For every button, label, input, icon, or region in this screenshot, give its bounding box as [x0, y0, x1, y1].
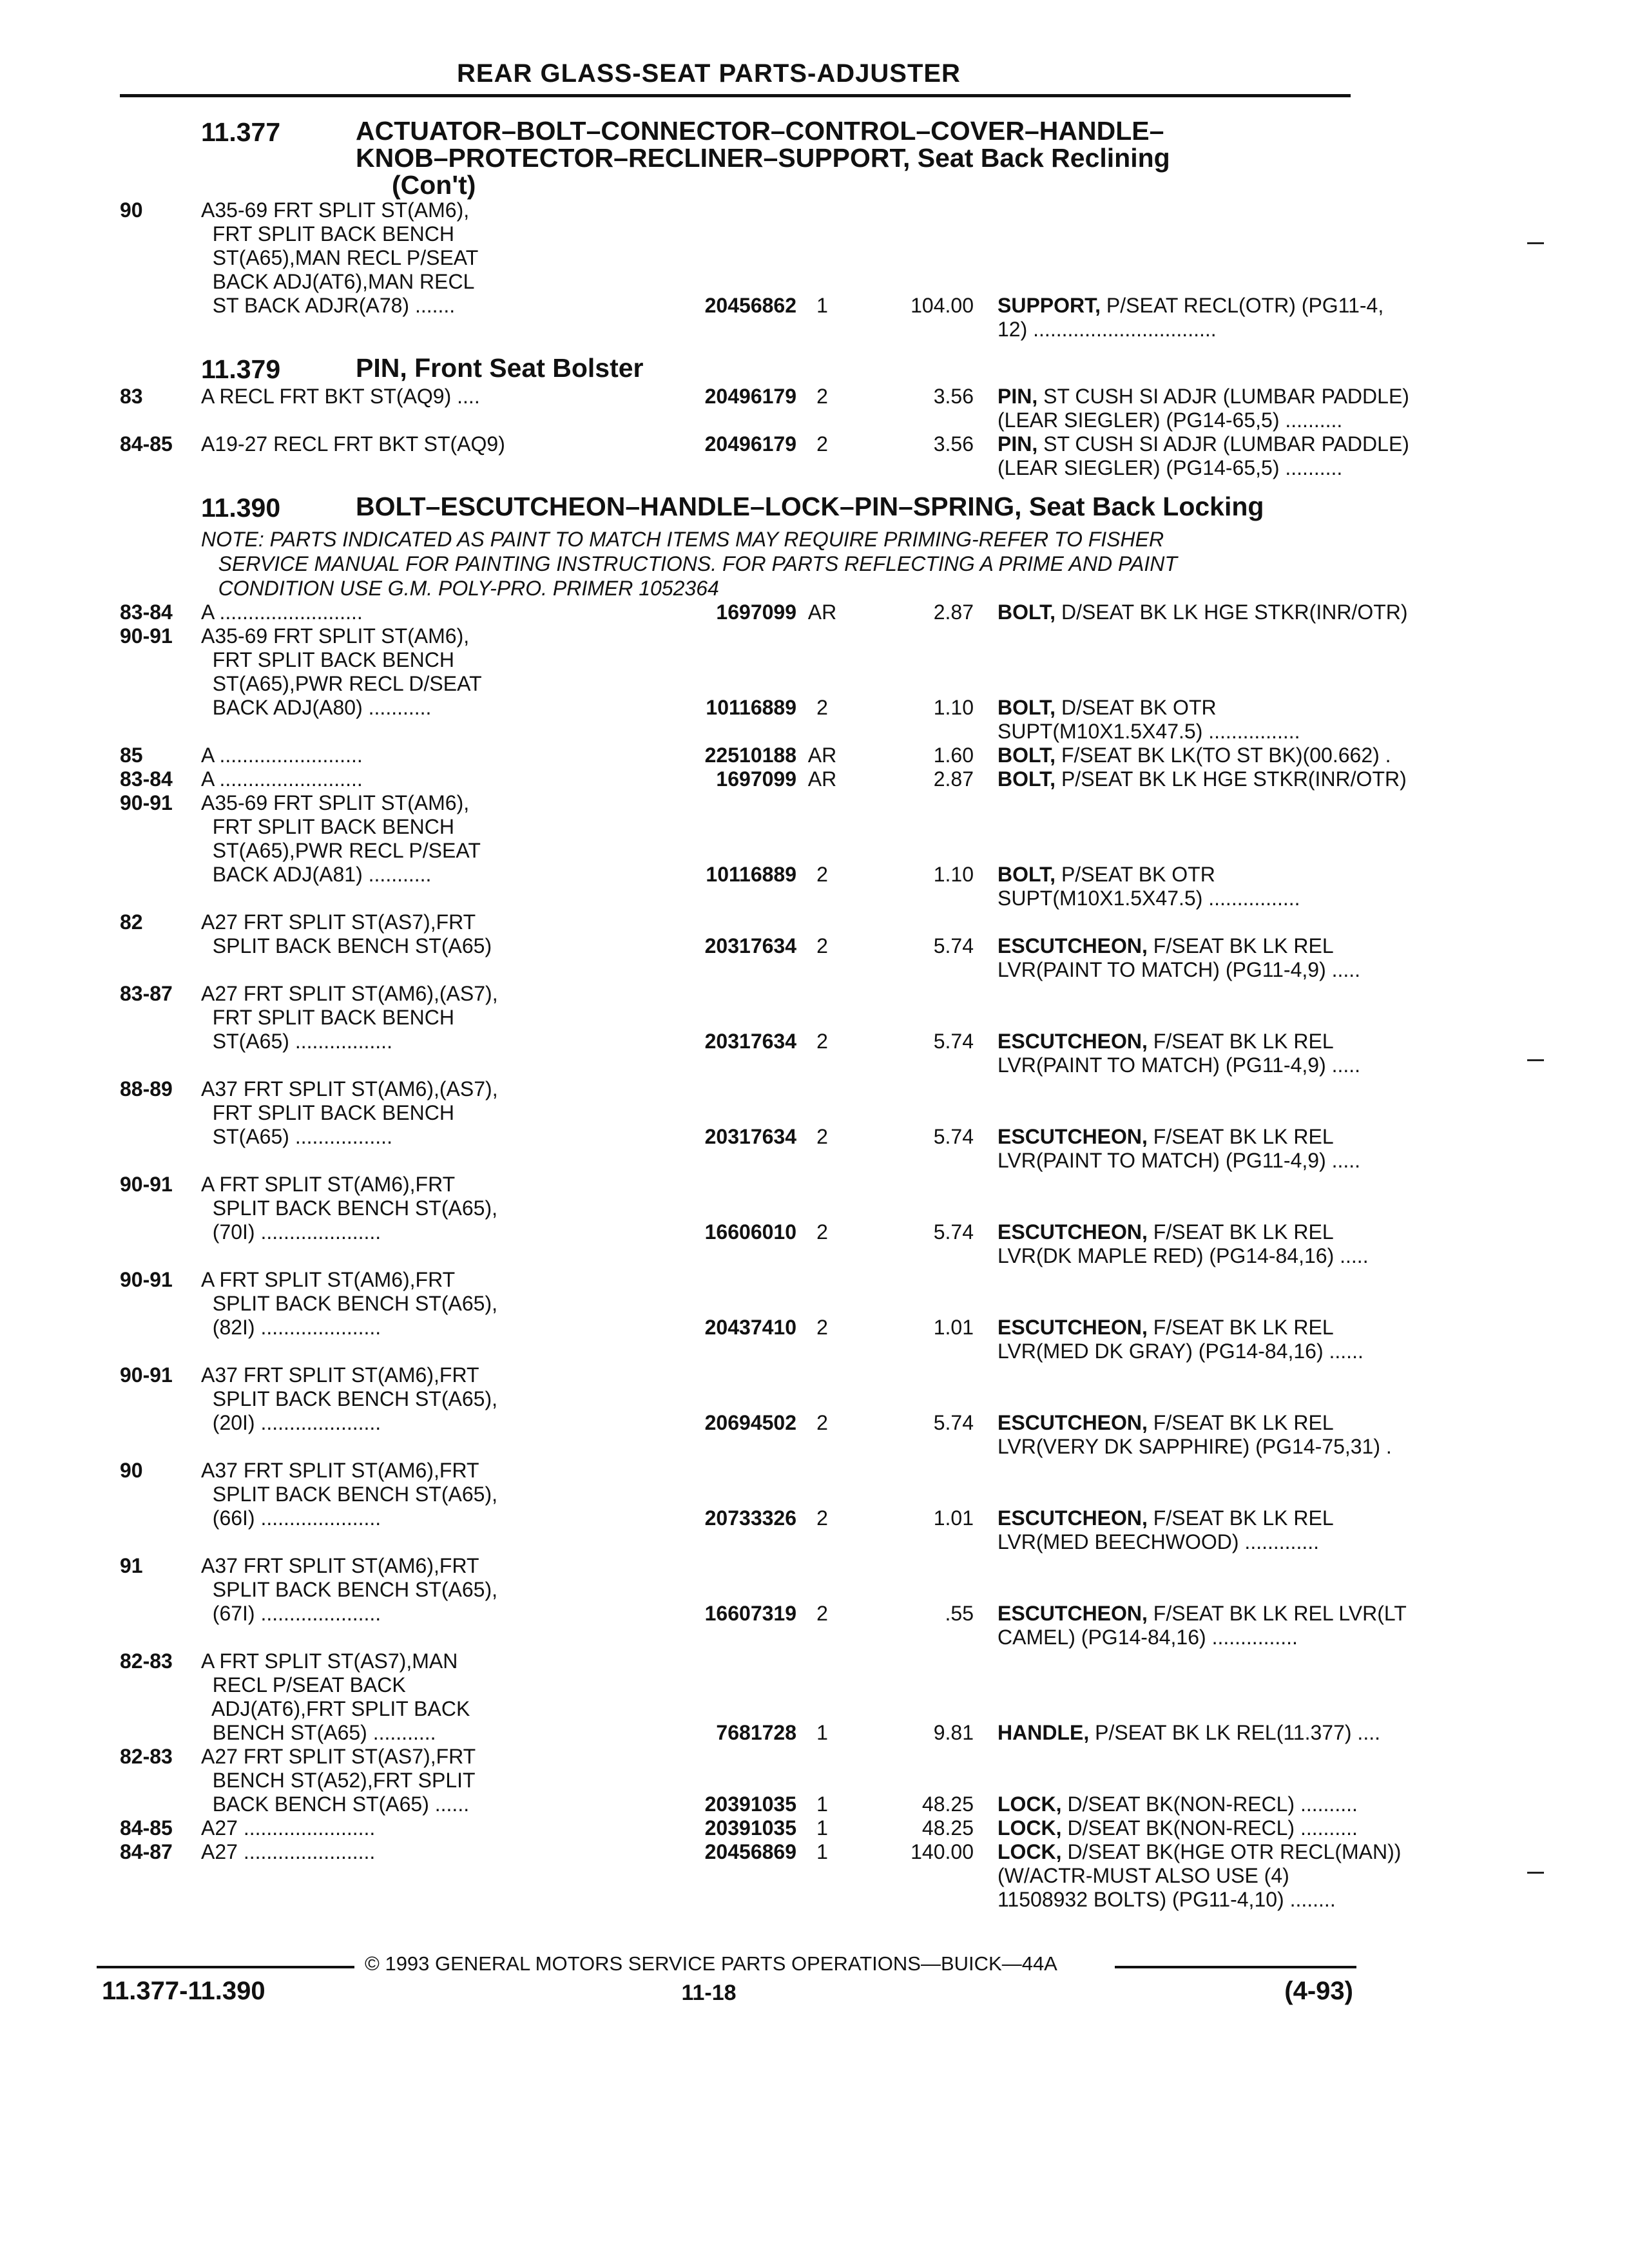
- model-years: 83-84: [120, 767, 173, 791]
- part-name: [998, 601, 1474, 624]
- price: 3.56: [933, 432, 974, 456]
- quantity: 2: [816, 1602, 828, 1625]
- part-number: 20733326: [704, 1506, 796, 1530]
- usage-description: A27 FRT SPLIT ST(AS7),FRT BENCH ST(A52),FRT SPLIT BACK BENCH ST(A65) ......: [201, 1745, 476, 1816]
- part-row: [120, 198, 1384, 341]
- model-years: 90-91: [120, 624, 173, 648]
- section-title-line: KNOB–PROTECTOR–RECLINER–SUPPORT, Seat Back Reclining: [356, 143, 1170, 173]
- part-name-keyword: LOCK,: [998, 1816, 1062, 1840]
- note-line: NOTE: PARTS INDICATED AS PAINT TO MATCH ITEMS MAY REQUIRE PRIMING-REFER TO FISHER: [201, 528, 1164, 551]
- part-name-keyword: ESCUTCHEON,: [998, 1411, 1148, 1434]
- part-name-keyword: ESCUTCHEON,: [998, 1125, 1148, 1148]
- part-row: [120, 767, 1407, 791]
- section-title-line: PIN, Front Seat Bolster: [356, 353, 644, 383]
- part-row: [120, 1816, 1357, 1840]
- part-name: [998, 1125, 1474, 1173]
- usage-description: A37 FRT SPLIT ST(AM6),FRT SPLIT BACK BENCH ST(A65), (67I) .....................: [201, 1554, 497, 1625]
- model-years: 91: [120, 1554, 143, 1577]
- price: 5.74: [933, 1411, 974, 1434]
- part-name: [998, 1816, 1474, 1840]
- part-name-detail: F/SEAT BK LK REL LVR(PAINT TO MATCH) (PG11-4,9) .....: [998, 1030, 1361, 1077]
- part-name-keyword: SUPPORT,: [998, 294, 1101, 317]
- part-number: 16606010: [704, 1220, 796, 1244]
- quantity: 2: [816, 696, 828, 719]
- price: 140.00: [911, 1840, 974, 1863]
- part-row: [120, 1745, 1357, 1816]
- part-number: 20496179: [704, 385, 796, 408]
- part-name: [998, 744, 1474, 767]
- quantity: 2: [816, 1316, 828, 1339]
- usage-description: A37 FRT SPLIT ST(AM6),(AS7), FRT SPLIT BACK BENCH ST(A65) .................: [201, 1077, 498, 1148]
- quantity: 2: [816, 863, 828, 886]
- quantity: 2: [816, 1030, 828, 1053]
- part-number: 20317634: [704, 1125, 796, 1148]
- part-number: 10116889: [706, 863, 796, 886]
- section-title-line: (Con't): [392, 170, 476, 200]
- quantity: 1: [816, 1721, 828, 1744]
- part-number: 20694502: [704, 1411, 796, 1434]
- part-name: [998, 1411, 1474, 1459]
- part-name: [998, 294, 1474, 341]
- part-name: [998, 1506, 1474, 1554]
- model-years: 82-83: [120, 1745, 173, 1768]
- footer-page-number: 11-18: [681, 1981, 737, 2005]
- part-name-detail: P/SEAT BK LK HGE STKR(INR/OTR): [1055, 767, 1407, 791]
- part-number: 16607319: [704, 1602, 796, 1625]
- section-title: [356, 354, 1357, 385]
- margin-mark: [1527, 1059, 1544, 1061]
- model-years: 83-84: [120, 601, 173, 624]
- part-name: [998, 1602, 1474, 1649]
- part-name-detail: D/SEAT BK(NON-RECL) ..........: [1061, 1816, 1358, 1840]
- model-years: 90-91: [120, 791, 173, 814]
- part-row: [120, 1363, 1392, 1459]
- model-years: 82: [120, 910, 143, 934]
- part-number: 1697099: [716, 767, 796, 791]
- model-years: 83: [120, 385, 143, 408]
- part-name: [998, 1721, 1474, 1745]
- part-name-detail: F/SEAT BK LK REL LVR(LT CAMEL) (PG14-84,16) ...............: [998, 1602, 1407, 1649]
- quantity: 2: [816, 1506, 828, 1530]
- price: 104.00: [911, 294, 974, 317]
- model-years: 90: [120, 198, 143, 222]
- part-name-keyword: BOLT,: [998, 744, 1056, 767]
- part-name-detail: F/SEAT BK LK REL LVR(PAINT TO MATCH) (PG11-4,9) .....: [998, 934, 1361, 981]
- quantity: AR: [807, 601, 837, 624]
- usage-description: A FRT SPLIT ST(AS7),MAN RECL P/SEAT BACK ADJ(AT6),FRT SPLIT BACK BENCH ST(A65) ...........: [201, 1649, 470, 1744]
- part-row: [120, 1268, 1364, 1363]
- usage-description: A RECL FRT BKT ST(AQ9) ....: [201, 385, 480, 408]
- usage-description: A .........................: [201, 601, 363, 624]
- part-name-keyword: ESCUTCHEON,: [998, 1506, 1148, 1530]
- quantity: AR: [807, 767, 837, 791]
- quantity: 2: [816, 432, 828, 456]
- part-number: 20391035: [704, 1816, 796, 1840]
- section-number: 11.377: [201, 117, 281, 147]
- part-name: [998, 696, 1474, 744]
- section-title: [356, 117, 1357, 198]
- part-name-keyword: ESCUTCHEON,: [998, 1220, 1148, 1244]
- usage-description: A35-69 FRT SPLIT ST(AM6), FRT SPLIT BACK BENCH ST(A65),MAN RECL P/SEAT BACK ADJ(AT6),MAN RECL ST BACK ADJR(A78) .......: [201, 198, 479, 317]
- part-name-detail: P/SEAT BK OTR SUPT(M10X1.5X47.5) ................: [998, 863, 1300, 910]
- usage-description: A27 .......................: [201, 1816, 376, 1840]
- part-row: [120, 1840, 1402, 1912]
- price: 1.01: [933, 1506, 974, 1530]
- price: 5.74: [933, 1125, 974, 1148]
- note-line: CONDITION USE G.M. POLY-PRO. PRIMER 1052364: [201, 577, 719, 600]
- quantity: 2: [816, 934, 828, 957]
- price: .55: [945, 1602, 974, 1625]
- section-heading: [120, 493, 1357, 523]
- part-name-detail: F/SEAT BK LK REL LVR(PAINT TO MATCH) (PG11-4,9) .....: [998, 1125, 1361, 1172]
- footer-rule-left: [97, 1966, 354, 1968]
- part-row: [120, 1173, 1369, 1268]
- footer-copyright: © 1993 GENERAL MOTORS SERVICE PARTS OPERATIONS—BUICK—44A: [365, 1952, 1057, 1975]
- part-name: [998, 1220, 1474, 1268]
- section-heading: [120, 354, 1357, 385]
- part-name-detail: P/SEAT BK LK REL(11.377) ....: [1089, 1721, 1380, 1744]
- model-years: 83-87: [120, 982, 173, 1005]
- part-number: 20456869: [704, 1840, 796, 1863]
- usage-description: A27 .......................: [201, 1840, 376, 1863]
- price: 9.81: [933, 1721, 974, 1744]
- header-rule: [120, 94, 1351, 97]
- usage-description: A37 FRT SPLIT ST(AM6),FRT SPLIT BACK BENCH ST(A65), (20I) .....................: [201, 1363, 497, 1434]
- part-name: [998, 1840, 1474, 1912]
- part-name-keyword: BOLT,: [998, 863, 1056, 886]
- part-row: [120, 1077, 1361, 1173]
- part-name: [998, 863, 1474, 910]
- part-number: 10116889: [706, 696, 796, 719]
- part-number: 22510188: [704, 744, 796, 767]
- part-name-keyword: HANDLE,: [998, 1721, 1090, 1744]
- part-number: 20317634: [704, 1030, 796, 1053]
- part-name-keyword: LOCK,: [998, 1840, 1062, 1863]
- usage-description: A35-69 FRT SPLIT ST(AM6), FRT SPLIT BACK BENCH ST(A65),PWR RECL P/SEAT BACK ADJ(A81) ...........: [201, 791, 481, 886]
- parts-list: [120, 111, 1409, 1912]
- model-years: 90-91: [120, 1268, 173, 1291]
- usage-description: A FRT SPLIT ST(AM6),FRT SPLIT BACK BENCH ST(A65), (82I) .....................: [201, 1268, 497, 1339]
- part-name: [998, 767, 1474, 791]
- part-name-keyword: ESCUTCHEON,: [998, 1030, 1148, 1053]
- section-title: [356, 493, 1357, 523]
- part-name-keyword: ESCUTCHEON,: [998, 934, 1148, 957]
- part-name-keyword: BOLT,: [998, 696, 1056, 719]
- part-name-keyword: ESCUTCHEON,: [998, 1602, 1148, 1625]
- footer-rule-right: [1115, 1966, 1356, 1968]
- part-name-detail: P/SEAT RECL(OTR) (PG11-4, 12) ................................: [998, 294, 1384, 341]
- price: 1.60: [933, 744, 974, 767]
- usage-description: A .........................: [201, 767, 363, 791]
- model-years: 85: [120, 744, 143, 767]
- quantity: 1: [816, 1840, 828, 1863]
- quantity: 1: [816, 1816, 828, 1840]
- part-name: [998, 432, 1474, 480]
- part-name-detail: D/SEAT BK(NON-RECL) ..........: [1061, 1792, 1358, 1816]
- price: 1.10: [933, 696, 974, 719]
- usage-description: A37 FRT SPLIT ST(AM6),FRT SPLIT BACK BENCH ST(A65), (66I) .....................: [201, 1459, 497, 1530]
- model-years: 90-91: [120, 1363, 173, 1387]
- part-row: [120, 432, 1409, 480]
- usage-description: A .........................: [201, 744, 363, 767]
- price: 48.25: [921, 1792, 974, 1816]
- model-years: 84-87: [120, 1840, 173, 1863]
- part-number: 20437410: [704, 1316, 796, 1339]
- part-row: [120, 1459, 1357, 1554]
- page-title: REAR GLASS-SEAT PARTS-ADJUSTER: [457, 59, 961, 88]
- footer-date: (4-93): [1284, 1977, 1353, 2005]
- part-row: [120, 624, 1357, 744]
- quantity: 2: [816, 1220, 828, 1244]
- part-name-detail: F/SEAT BK LK REL LVR(MED DK GRAY) (PG14-84,16) ......: [998, 1316, 1364, 1363]
- quantity: 2: [816, 1125, 828, 1148]
- margin-mark: [1527, 1872, 1544, 1874]
- part-name-detail: F/SEAT BK LK(TO ST BK)(00.662) .: [1055, 744, 1391, 767]
- part-number: 20456862: [704, 294, 796, 317]
- part-name-detail: D/SEAT BK(HGE OTR RECL(MAN)) (W/ACTR-MUST ALSO USE (4) 11508932 BOLTS) (PG11-4,10) ........: [998, 1840, 1402, 1911]
- price: 5.74: [933, 934, 974, 957]
- price: 1.01: [933, 1316, 974, 1339]
- part-number: 1697099: [716, 601, 796, 624]
- part-name-keyword: BOLT,: [998, 767, 1056, 791]
- section-title-line: ACTUATOR–BOLT–CONNECTOR–CONTROL–COVER–HANDLE–: [356, 116, 1164, 146]
- price: 5.74: [933, 1030, 974, 1053]
- part-row: [120, 791, 1357, 910]
- price: 1.10: [933, 863, 974, 886]
- model-years: 90: [120, 1459, 143, 1482]
- section-heading: [120, 117, 1357, 198]
- price: 3.56: [933, 385, 974, 408]
- part-name-detail: F/SEAT BK LK REL LVR(VERY DK SAPPHIRE) (PG14-75,31) .: [998, 1411, 1392, 1458]
- part-row: [120, 1649, 1380, 1745]
- section-number: 11.390: [201, 493, 281, 523]
- quantity: AR: [807, 744, 837, 767]
- part-number: 7681728: [716, 1721, 796, 1744]
- model-years: 88-89: [120, 1077, 173, 1100]
- price: 2.87: [933, 767, 974, 791]
- part-row: [120, 1554, 1407, 1649]
- model-years: 84-85: [120, 1816, 173, 1840]
- part-name-keyword: PIN,: [998, 385, 1038, 408]
- part-name-detail: D/SEAT BK OTR SUPT(M10X1.5X47.5) ................: [998, 696, 1300, 743]
- margin-mark: [1527, 242, 1544, 244]
- usage-description: A27 FRT SPLIT ST(AM6),(AS7), FRT SPLIT BACK BENCH ST(A65) .................: [201, 982, 498, 1053]
- quantity: 1: [816, 1792, 828, 1816]
- part-name-detail: F/SEAT BK LK REL LVR(DK MAPLE RED) (PG14-84,16) .....: [998, 1220, 1369, 1267]
- model-years: 84-85: [120, 432, 173, 456]
- model-years: 90-91: [120, 1173, 173, 1196]
- part-name: [998, 934, 1474, 982]
- price: 48.25: [921, 1816, 974, 1840]
- price: 2.87: [933, 601, 974, 624]
- part-name: [998, 1792, 1474, 1816]
- part-row: [120, 910, 1361, 982]
- part-number: 20391035: [704, 1792, 796, 1816]
- part-name-detail: D/SEAT BK LK HGE STKR(INR/OTR): [1055, 601, 1408, 624]
- part-name: [998, 1316, 1474, 1363]
- part-name-keyword: LOCK,: [998, 1792, 1062, 1816]
- quantity: 2: [816, 1411, 828, 1434]
- section-note: [201, 527, 1361, 601]
- part-name-keyword: PIN,: [998, 432, 1038, 456]
- usage-description: A35-69 FRT SPLIT ST(AM6), FRT SPLIT BACK BENCH ST(A65),PWR RECL D/SEAT BACK ADJ(A80) ...........: [201, 624, 482, 719]
- part-name-keyword: ESCUTCHEON,: [998, 1316, 1148, 1339]
- part-name: [998, 1030, 1474, 1077]
- part-name-detail: ST CUSH SI ADJR (LUMBAR PADDLE) (LEAR SIEGLER) (PG14-65,5) ..........: [998, 385, 1409, 432]
- footer-section-range: 11.377-11.390: [102, 1977, 265, 2005]
- note-line: SERVICE MANUAL FOR PAINTING INSTRUCTIONS. FOR PARTS REFLECTING A PRIME AND PAINT: [201, 552, 1177, 575]
- usage-description: A FRT SPLIT ST(AM6),FRT SPLIT BACK BENCH ST(A65), (70I) .....................: [201, 1173, 497, 1244]
- part-name-detail: F/SEAT BK LK REL LVR(MED BEECHWOOD) .............: [998, 1506, 1334, 1553]
- usage-description: A19-27 RECL FRT BKT ST(AQ9): [201, 432, 505, 456]
- part-name-detail: ST CUSH SI ADJR (LUMBAR PADDLE) (LEAR SIEGLER) (PG14-65,5) ..........: [998, 432, 1409, 479]
- part-name: [998, 385, 1474, 432]
- usage-description: A27 FRT SPLIT ST(AS7),FRT SPLIT BACK BENCH ST(A65): [201, 910, 492, 957]
- part-number: 20496179: [704, 432, 796, 456]
- model-years: 82-83: [120, 1649, 173, 1673]
- section-number: 11.379: [201, 354, 281, 384]
- quantity: 1: [816, 294, 828, 317]
- quantity: 2: [816, 385, 828, 408]
- section-title-line: BOLT–ESCUTCHEON–HANDLE–LOCK–PIN–SPRING, Seat Back Locking: [356, 492, 1264, 521]
- part-row: [120, 601, 1408, 624]
- part-row: [120, 385, 1409, 432]
- part-row: [120, 744, 1391, 767]
- part-row: [120, 982, 1361, 1077]
- part-number: 20317634: [704, 934, 796, 957]
- price: 5.74: [933, 1220, 974, 1244]
- part-name-keyword: BOLT,: [998, 601, 1056, 624]
